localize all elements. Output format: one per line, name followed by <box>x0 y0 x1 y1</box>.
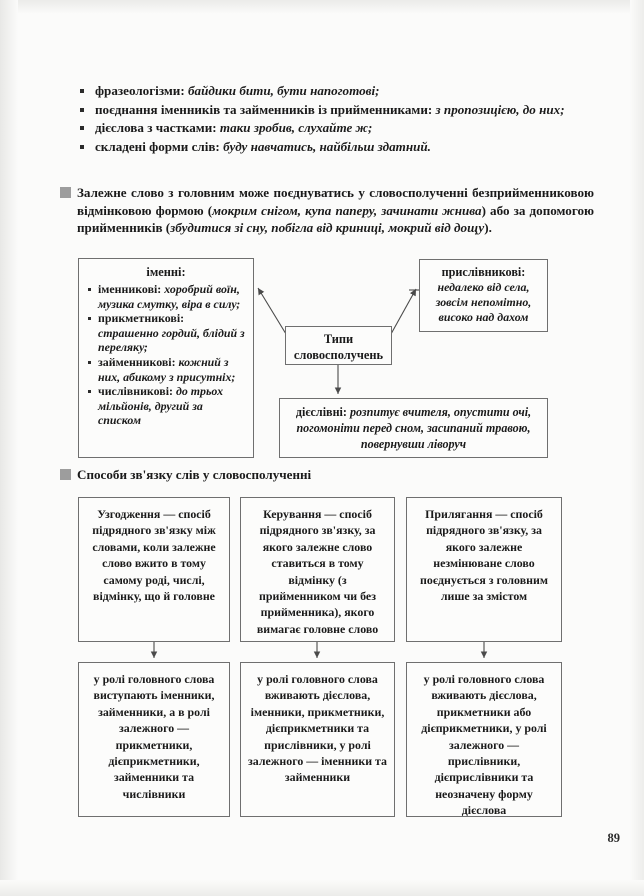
bullet-label: фразеологізми: <box>95 83 185 98</box>
list-item <box>87 282 245 311</box>
adverbial-phrases-box <box>419 259 548 332</box>
nominal-phrases-box <box>78 258 254 458</box>
square-bullet-icon <box>88 288 91 291</box>
verbal-box-example: розпитує вчителя, опустити очі, погомоніти перед сном, засипаний травою, повернувши ліворуч <box>296 405 532 451</box>
rule-text-part-3: ). <box>484 220 492 236</box>
rule-paragraph <box>60 184 594 237</box>
item-example: хоробрий воїн, музика смутку, віра в силу; <box>98 282 241 311</box>
section-heading <box>60 466 311 483</box>
square-bullet-icon <box>80 108 84 112</box>
list-item <box>78 138 578 156</box>
bullet-example: байдики бити, бути напоготові; <box>188 83 380 98</box>
term-dash: — <box>492 507 511 521</box>
verbal-box-content <box>288 404 539 452</box>
term-dash: — <box>160 507 179 521</box>
rule-text-part-1: Залежне слово з головним може поєднуватись у словосполученні безприйменниковою відмінковою формою ( <box>77 185 594 218</box>
rule-example-2: збудитися зі сну, побігла від криниці, мокрий від дощу <box>170 220 485 236</box>
square-bullet-icon <box>88 317 91 320</box>
term-definition: спосіб підрядного зв'язку, за якого залежне слово ставиться в тому відмінку (з прийменником чи без прийменника), якого вимагає головне слово <box>256 507 379 636</box>
term-definition: спосіб підрядного зв'язку, за якого залежне незмінюване слово поєднується з головним лише за змістом <box>420 507 548 604</box>
item-example: до трьох мільйонів, другий за списком <box>98 384 224 428</box>
item-example: страшенно гордий, блідий з переляку; <box>98 325 245 355</box>
bullet-example: буду навчатись, найбільш здатний. <box>223 138 431 154</box>
nominal-box-title: іменні: <box>146 265 186 279</box>
section-heading-text: Способи зв'язку слів у словосполученні <box>77 467 312 482</box>
adjunction-definition-box <box>406 497 562 642</box>
term-label: Прилягання <box>425 507 493 521</box>
list-item <box>78 101 578 119</box>
item-label: прикметникові: <box>98 311 185 326</box>
scan-shading-bottom <box>0 880 644 896</box>
gray-square-marker-icon <box>60 469 71 480</box>
nominal-box-list <box>87 282 245 428</box>
scan-shading-right <box>630 0 644 896</box>
government-definition-box <box>240 497 395 642</box>
rule-example-1: мокрим снігом, купа паперу, зачинати жнива <box>212 202 482 218</box>
list-item <box>78 82 578 100</box>
term-label: Керування <box>263 507 322 521</box>
verbal-box-title: дієслівні: <box>295 405 347 419</box>
bullet-label: складені форми слів: <box>95 138 220 154</box>
square-bullet-icon <box>88 390 91 393</box>
government-roles-box: у ролі головного слова вживають дієслова, іменники, прикметники, дієприкметники та прислівники, у ролі залежного — іменники та займенники <box>240 662 395 817</box>
square-bullet-icon <box>80 89 84 93</box>
item-label: іменникові: <box>98 282 162 296</box>
adjunction-roles-box: у ролі головного слова вживають дієслова, прикметники або дієприкметники, у ролі залежного — прислівники, дієприслівники та неозначену форму дієслова <box>406 662 562 817</box>
adverbial-example-line: зовсім непомітно, <box>435 295 532 310</box>
term-dash: — <box>321 507 340 521</box>
rule-text-part-2: ) або за допомогою прийменників ( <box>77 202 594 236</box>
bullet-example: таки зробив, слухайте ж; <box>219 120 373 136</box>
list-item <box>87 355 245 384</box>
bullet-label: дієслова з частками: <box>95 120 217 136</box>
feature-bullet-list <box>78 82 578 156</box>
page-number: 89 <box>607 831 620 845</box>
item-label: займенникові: <box>98 354 176 369</box>
adverbial-example-line: недалеко від села, <box>437 280 530 294</box>
square-bullet-icon <box>80 126 84 130</box>
square-bullet-icon <box>88 361 91 364</box>
list-item <box>78 119 578 137</box>
term-definition: спосіб підрядного зв'язку між словами, коли залежне слово вжито в тому самому роді, числі, відмінку, що й головне <box>92 507 216 604</box>
verbal-phrases-box <box>279 398 548 458</box>
item-label: числівникові: <box>98 384 173 399</box>
list-item <box>87 311 245 355</box>
list-item <box>87 384 245 428</box>
square-bullet-icon <box>80 145 84 149</box>
gray-square-marker-icon <box>60 187 71 198</box>
adverbial-box-title: прислівникові: <box>441 265 526 279</box>
bullet-label: поєднання іменників та займенників із прийменниками: <box>95 101 433 117</box>
phrase-types-center-box <box>285 326 392 365</box>
center-box-label: Типи словосполучень <box>293 332 384 362</box>
item-example: кожний з них, абикому з присутніх; <box>98 354 236 384</box>
agreement-definition-box <box>78 497 230 642</box>
agreement-roles-box: у ролі головного слова виступають іменники, займенники, а в ролі залежного — прикметники, дієприкметники, займенники та числівники <box>78 662 230 817</box>
scan-shading-left <box>0 0 18 896</box>
bullet-example: з пропозицією, до них; <box>435 101 565 117</box>
term-label: Узгодження <box>97 507 161 521</box>
scan-shading-top <box>0 0 644 14</box>
adverbial-example-line: високо над дахом <box>438 310 529 325</box>
